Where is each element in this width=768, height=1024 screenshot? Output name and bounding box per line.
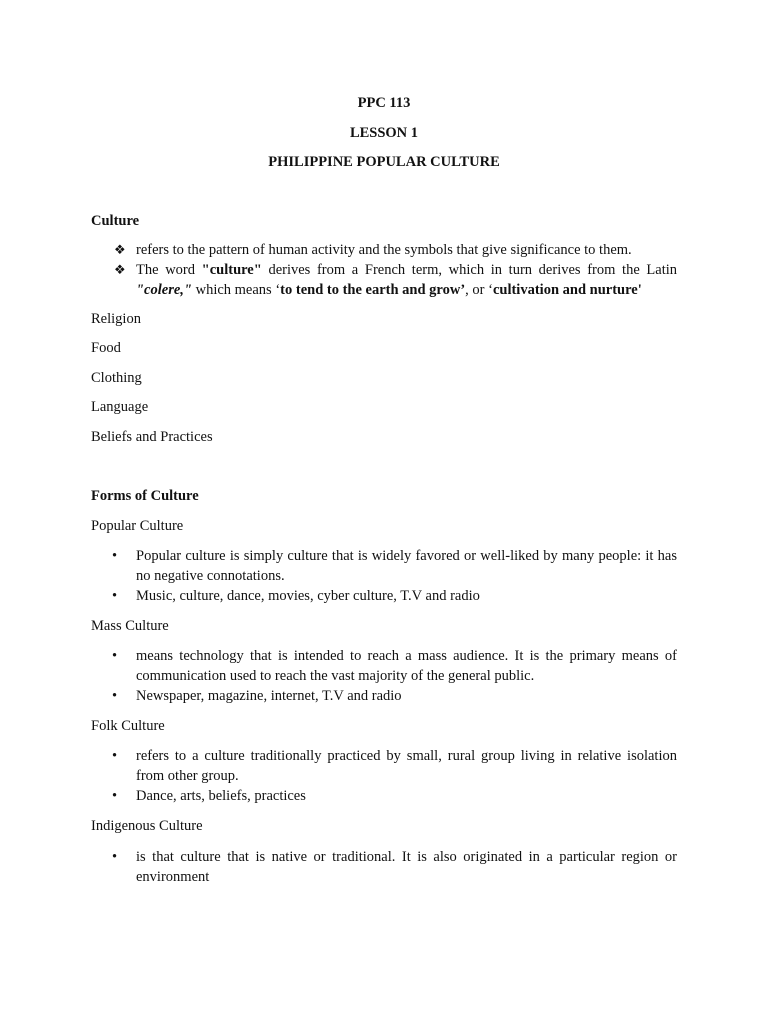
bullet-icon: • — [112, 748, 118, 764]
list-item: • Popular culture is simply culture that is widely favored or well-liked by many people: it has no negative connotations. — [112, 548, 677, 584]
popular-culture-list — [0, 546, 768, 606]
diamond-bullet-icon: ❖ — [114, 242, 126, 257]
bullet-icon: • — [112, 548, 118, 564]
aspect-item: Food — [91, 340, 121, 356]
list-item: • means technology that is intended to reach a mass audience. It is the primary means of communication used to reach the vast majority of the general public. — [112, 648, 677, 684]
lesson-number: LESSON 1 — [349, 125, 419, 141]
section-title: Mass Culture — [91, 618, 169, 634]
list-item: ❖ refers to the pattern of human activity and the symbols that give significance to them. — [114, 242, 632, 258]
bullet-icon: • — [112, 849, 118, 865]
aspect-item: Religion — [91, 311, 141, 327]
list-item: • is that culture that is native or traditional. It is also originated in a particular region or environment — [112, 849, 677, 885]
mass-culture-list — [0, 646, 768, 706]
list-item: • refers to a culture traditionally practiced by small, rural group living in relative isolation from other group. — [112, 748, 677, 784]
aspect-item: Language — [91, 399, 149, 415]
document-title: PHILIPPINE POPULAR CULTURE — [268, 154, 500, 170]
bullet-icon: • — [112, 588, 118, 604]
list-item: • Music, culture, dance, movies, cyber culture, T.V and radio — [112, 588, 480, 604]
course-code: PPC 113 — [357, 95, 411, 111]
section-title: Folk Culture — [91, 718, 165, 734]
folk-culture-list — [0, 746, 768, 806]
aspect-item: Beliefs and Practices — [91, 429, 213, 445]
aspect-item: Clothing — [91, 370, 142, 386]
section-title: Popular Culture — [91, 518, 184, 534]
bullet-icon: • — [112, 788, 118, 804]
bullet-icon: • — [112, 648, 118, 664]
bullet-icon: • — [112, 688, 118, 704]
diamond-bullet-icon: ❖ — [114, 262, 126, 277]
culture-heading: Culture — [91, 213, 140, 229]
list-item: ❖ The word "culture" derives from a French term, which in turn derives from the Latin "colere," which means ‘to tend to the earth and grow’, or ‘cultivation and nurture' — [114, 262, 678, 298]
forms-heading: Forms of Culture — [91, 488, 199, 504]
list-item: • Dance, arts, beliefs, practices — [112, 788, 306, 804]
section-title: Indigenous Culture — [91, 818, 203, 834]
culture-definition-list — [0, 240, 768, 300]
indigenous-culture-list — [0, 847, 768, 887]
list-item: • Newspaper, magazine, internet, T.V and radio — [112, 688, 402, 704]
